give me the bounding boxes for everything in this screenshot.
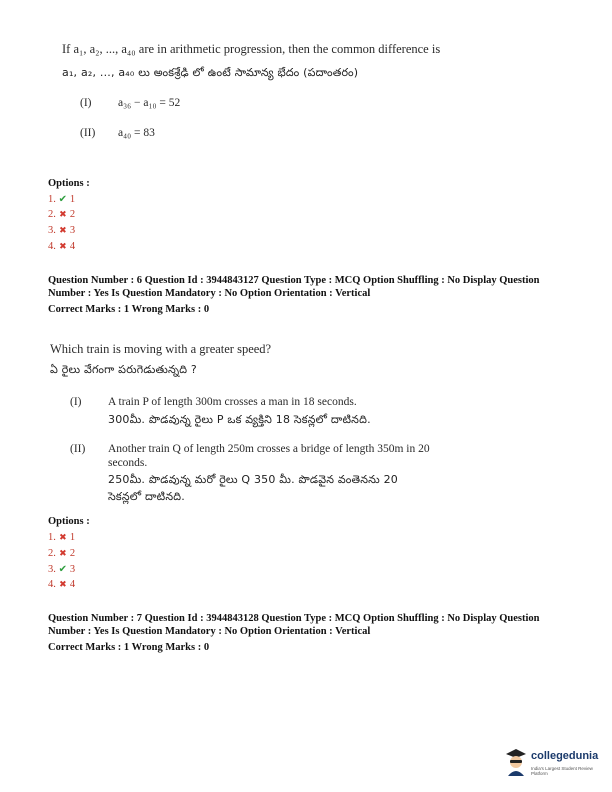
option-item (48, 577, 75, 593)
option-number: 1. (48, 194, 56, 205)
option-value: 2 (69, 209, 76, 220)
cross-icon: ✖ (59, 549, 67, 559)
q6-metadata (48, 274, 588, 316)
option-number: 1. (48, 532, 56, 543)
collegedunia-logo (504, 744, 604, 778)
q6-meta-line2: Number : Yes Is Question Mandatory : No Option Orientation : Vertical (48, 288, 371, 299)
q5-statement-1: a₃₆ − a₁₀ = 52 (118, 97, 181, 109)
option-value: 3 (69, 225, 76, 236)
cross-icon: ✖ (59, 242, 67, 252)
option-value: 3 (69, 564, 76, 575)
option-item (48, 546, 75, 562)
check-icon: ✔ (58, 194, 68, 205)
logo-wordmark: collegedunia (531, 750, 599, 762)
logo-tagline: India's Largest Student Review Platform (531, 766, 593, 776)
q6-statement-2-en-cont: seconds. (108, 457, 148, 469)
option-value: 4 (69, 241, 76, 252)
q6-statement-2-te: 250మీ. పొడవున్న మరో రైలు Q 350 మీ. పొడవైన వంతెనను 20 (108, 473, 398, 486)
option-number: 3. (48, 564, 56, 575)
option-value: 2 (69, 548, 76, 559)
q6-statement-2-en: Another train Q of length 250m crosses a bridge of length 350m in 20 (108, 443, 430, 455)
option-value: 4 (69, 579, 76, 590)
option-item (48, 207, 75, 223)
q6-meta-line3: Correct Marks : 1 Wrong Marks : 0 (48, 304, 210, 315)
option-item (48, 530, 75, 546)
option-number: 2. (48, 209, 56, 220)
option-item (48, 192, 75, 207)
q6-question-te: ఏ రైలు వేగంగా పరుగెడుతున్నది ? (50, 363, 197, 376)
cross-icon: ✖ (59, 226, 67, 236)
q6-options-label: Options : (48, 516, 90, 527)
q6-question-en: Which train is moving with a greater speed? (50, 342, 272, 356)
option-number: 4. (48, 579, 56, 590)
option-value: 1 (69, 194, 76, 205)
q5-statement-1-number: (I) (80, 97, 92, 109)
option-item (48, 239, 75, 255)
option-value: 1 (69, 532, 76, 543)
cross-icon: ✖ (59, 533, 67, 543)
q6-statement-1-te: 300మీ. పొడవున్న రైలు P ఒక వ్యక్తిని 18 సెకన్లలో దాటినది. (108, 413, 371, 426)
option-number: 4. (48, 241, 56, 252)
q5-options-list (48, 192, 75, 255)
q6-statement-1-en: A train P of length 300m crosses a man in 18 seconds. (108, 396, 357, 408)
q5-statement-2-number: (II) (80, 127, 96, 139)
cross-icon: ✖ (59, 580, 67, 590)
option-number: 2. (48, 548, 56, 559)
q5-options-label: Options : (48, 178, 90, 189)
q5-statement-2: a₄₀ = 83 (118, 127, 155, 139)
q6-statement-2-te-cont: సెకన్లలో దాటినది. (108, 490, 185, 503)
q5-question-en: If a₁, a₂, ..., a₄₀ are in arithmetic progression, then the common difference is (62, 42, 441, 56)
q7-meta-line2: Number : Yes Is Question Mandatory : No Option Orientation : Vertical (48, 626, 371, 637)
check-icon: ✔ (58, 564, 68, 575)
q6-options-list (48, 530, 75, 593)
q7-metadata (48, 612, 588, 654)
q7-meta-line1: Question Number : 7 Question Id : 3944843128 Question Type : MCQ Option Shuffling : No Display Question (48, 613, 540, 624)
option-item (48, 223, 75, 239)
option-number: 3. (48, 225, 56, 236)
cross-icon: ✖ (59, 210, 67, 220)
q6-statement-1-number: (I) (70, 396, 82, 408)
q6-statement-2-number: (II) (70, 443, 86, 455)
q5-question-te: a₁, a₂, ..., a₄₀ లు అంకశ్రేఢి లో ఉంటే సామాన్య భేదం (పదాంతరం) (62, 66, 359, 79)
student-mascot-icon (504, 746, 528, 776)
q6-meta-line1: Question Number : 6 Question Id : 3944843127 Question Type : MCQ Option Shuffling : No Display Question (48, 275, 540, 286)
option-item (48, 562, 75, 577)
q7-meta-line3: Correct Marks : 1 Wrong Marks : 0 (48, 642, 210, 653)
